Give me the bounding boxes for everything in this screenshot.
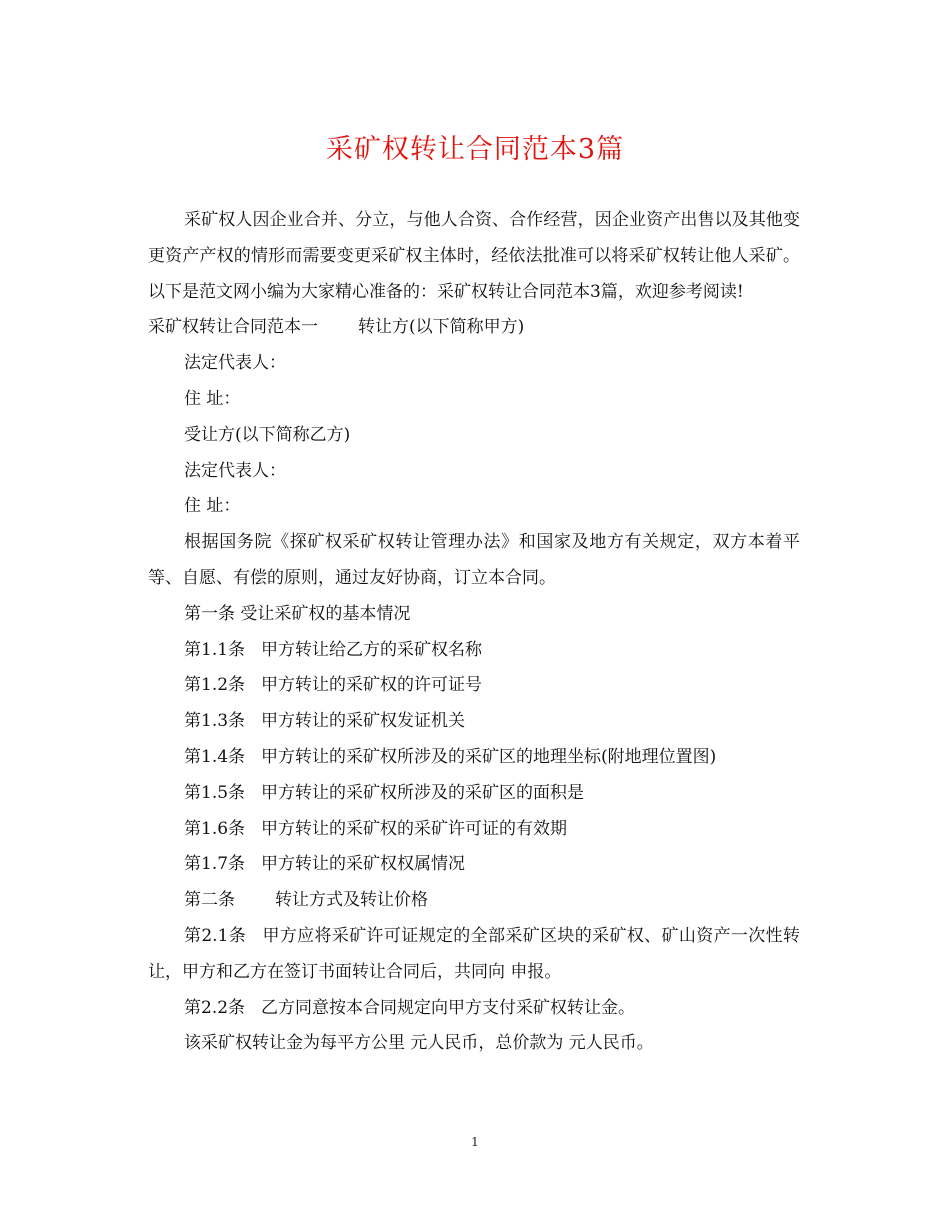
clause-number: 第1.2条 <box>184 675 246 696</box>
clause-1-4 <box>148 740 800 776</box>
legal-rep-2: 法定代表人： <box>184 460 286 481</box>
clause-1-1 <box>148 633 800 669</box>
clause-number: 第2.1条 <box>184 925 247 946</box>
clause-text: 甲方转让的采矿权发证机关 <box>261 711 466 732</box>
clause-2-2 <box>148 991 800 1027</box>
article-2-number: 第二条 <box>184 890 235 911</box>
document-title: 采矿权转让合同范本3篇 <box>325 134 625 165</box>
contract-heading-line <box>148 310 800 346</box>
clause-text: 甲方转让给乙方的采矿权名称 <box>261 639 483 660</box>
clause-1-7 <box>148 847 800 883</box>
transferee-label: 受让方(以下简称乙方) <box>184 424 351 445</box>
clause-number: 第1.3条 <box>184 711 246 732</box>
intro-paragraph: 采矿权人因企业合并、分立，与他人合资、合作经营，因企业资产出售以及其他变更资产产权的情形而需要变更采矿权主体时，经依法批准可以将采矿权转让他人采矿。以下是范文网小编为大家精心准备的：采矿权转让合同范本3篇，欢迎参考阅读! <box>148 210 800 302</box>
clause-text: 甲方应将采矿许可证规定的全部采矿区块的采矿权、矿山资产一次性转让，甲方和乙方在签订书面转让合同后，共同向 申报。 <box>148 925 800 982</box>
clause-1-5 <box>148 776 800 812</box>
document-body <box>148 203 800 1062</box>
clause-text: 甲方转让的采矿权权属情况 <box>261 854 466 875</box>
clause-text: 甲方转让的采矿权的采矿许可证的有效期 <box>261 818 568 839</box>
article-1-heading: 第一条 受让采矿权的基本情况 <box>184 603 411 624</box>
article-2-heading <box>148 883 800 919</box>
legal-rep-1: 法定代表人： <box>184 353 286 374</box>
address-1: 住 址： <box>184 388 241 409</box>
clause-number: 第1.1条 <box>184 639 246 660</box>
clause-text: 乙方同意按本合同规定向甲方支付采矿权转让金。 <box>261 997 636 1018</box>
basis-paragraph: 根据国务院《探矿权采矿权转让管理办法》和国家及地方有关规定，双方本着平等、自愿、有偿的原则，通过友好协商，订立本合同。 <box>148 532 800 588</box>
transferor-label: 转让方(以下简称甲方) <box>358 317 525 338</box>
fee-paragraph: 该采矿权转让金为每平方公里 元人民币，总价款为 元人民币。 <box>184 1033 654 1054</box>
clause-number: 第1.5条 <box>184 782 246 803</box>
clause-1-6 <box>148 812 800 848</box>
clause-number: 第1.6条 <box>184 818 246 839</box>
address-2: 住 址： <box>184 496 241 517</box>
clause-text: 甲方转让的采矿权所涉及的采矿区的面积是 <box>261 782 585 803</box>
page-number: 1 <box>471 1135 479 1149</box>
contract-heading: 采矿权转让合同范本一 <box>148 317 318 338</box>
clause-1-2 <box>148 668 800 704</box>
clause-number: 第1.4条 <box>184 746 246 767</box>
article-2-text: 转让方式及转让价格 <box>275 890 428 911</box>
clause-number: 第1.7条 <box>184 854 246 875</box>
clause-2-1 <box>148 919 800 991</box>
clause-number: 第2.2条 <box>184 997 246 1018</box>
clause-text: 甲方转让的采矿权所涉及的采矿区的地理坐标(附地理位置图) <box>261 746 717 767</box>
clause-text: 甲方转让的采矿权的许可证号 <box>261 675 483 696</box>
clause-1-3 <box>148 704 800 740</box>
